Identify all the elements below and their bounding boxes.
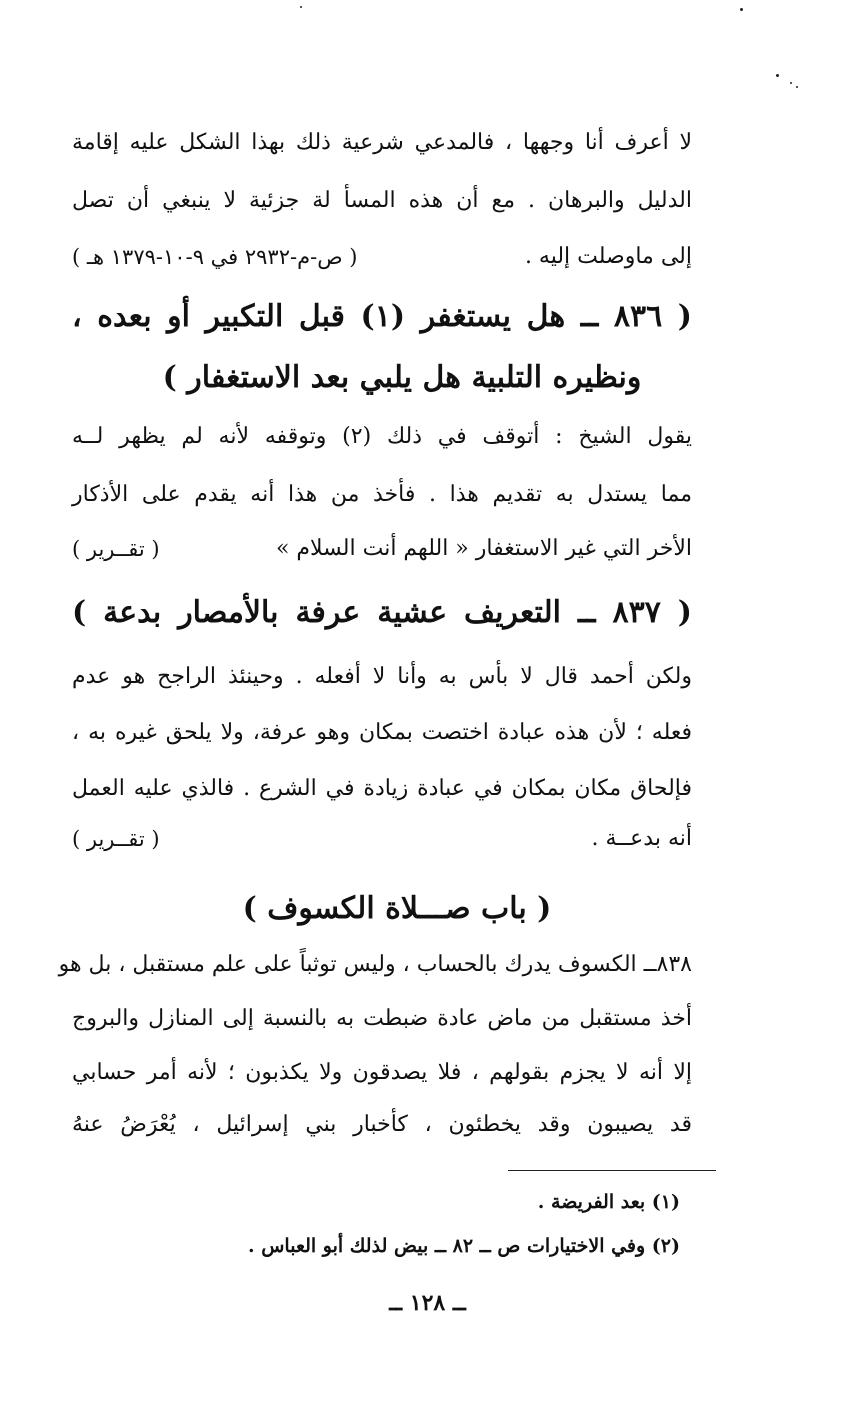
page-number: ــ ١٢٨ ــ [389,1290,466,1316]
scan-speck [740,8,743,11]
body-line-text: أنه بدعــة . [591,826,692,851]
source-reference: ( ص-م-٢٩٣٢ في ٩-١٠-١٣٧٩ هـ ) [72,245,358,269]
body-line: ٨٣٨ــ الكسوف يدرك بالحساب ، وليس توثباً على علم مستقبل ، بل هو [58,952,692,977]
body-line: فعله ؛ لأن هذه عبادة اختصت بمكان وهو عرفة، ولا يلحق غيره به ، [72,720,692,745]
body-line: قد يصيبون وقد يخطئون ، كأخبار بني إسرائيل ، يُعْرَضُ عنهُ [72,1112,692,1137]
body-line: فإلحاق مكان بمكان في عبادة زيادة في الشرع . فالذي عليه العمل [72,776,692,801]
scan-speck [790,82,792,84]
body-line: أخذ مستقبل من ماض عادة ضبطت به بالنسبة إلى المنازل والبروج [72,1006,692,1031]
body-line: إلا أنه لا يجزم بقولهم ، فلا يصدقون ولا يكذبون ؛ لأنه أمر حسابي [72,1060,692,1085]
body-line: ولكن أحمد قال لا بأس به وأنا لا أفعله . وحينئذ الراجح هو عدم [72,664,692,689]
body-line [72,822,692,856]
footnote-1: (١) بعد الفريضة . [537,1191,680,1213]
section-heading-837: ( ٨٣٧ ــ التعريف عشية عرفة بالأمصار بدعة ) [72,595,692,630]
footnote-2: (٢) وفي الاختيارات ص ــ ٨٢ ــ بيض لذلك أبو العباس . [248,1235,680,1257]
section-heading-836-continued: ونظيره التلبية هل يلبي بعد الاستغفار ) [162,360,642,395]
body-line: يقول الشيخ : أتوقف في ذلك (٢) وتوقفه لأنه لم يظهر لــه [72,424,692,449]
scan-speck [776,74,779,77]
footnote-separator [508,1170,716,1171]
scan-speck [796,86,798,88]
body-line-text: إلى ماوصلت إليه . [524,244,692,269]
scan-speck [300,6,302,8]
body-line [72,240,692,274]
chapter-title: ( باب صـــلاة الكسوف ) [242,891,552,926]
body-line: لا أعرف أنا وجهها ، فالمدعي شرعية ذلك بهذا الشكل عليه إقامة [72,130,692,155]
body-line [72,532,692,566]
section-heading-836: ( ٨٣٦ ــ هل يستغفر (١) قبل التكبير أو بعده ، [72,299,692,334]
source-reference: ( تقــرير ) [72,827,160,851]
body-line: مما يستدل به تقديم هذا . فأخذ من هذا أنه يقدم على الأذكار [72,482,692,507]
body-line: الدليل والبرهان . مع أن هذه المسأ لة جزئية لا ينبغي أن تصل [72,188,692,213]
source-reference: ( تقــرير ) [72,537,160,561]
body-line-text: الأخر التي غير الاستغفار « اللهم أنت السلام » [275,536,692,561]
